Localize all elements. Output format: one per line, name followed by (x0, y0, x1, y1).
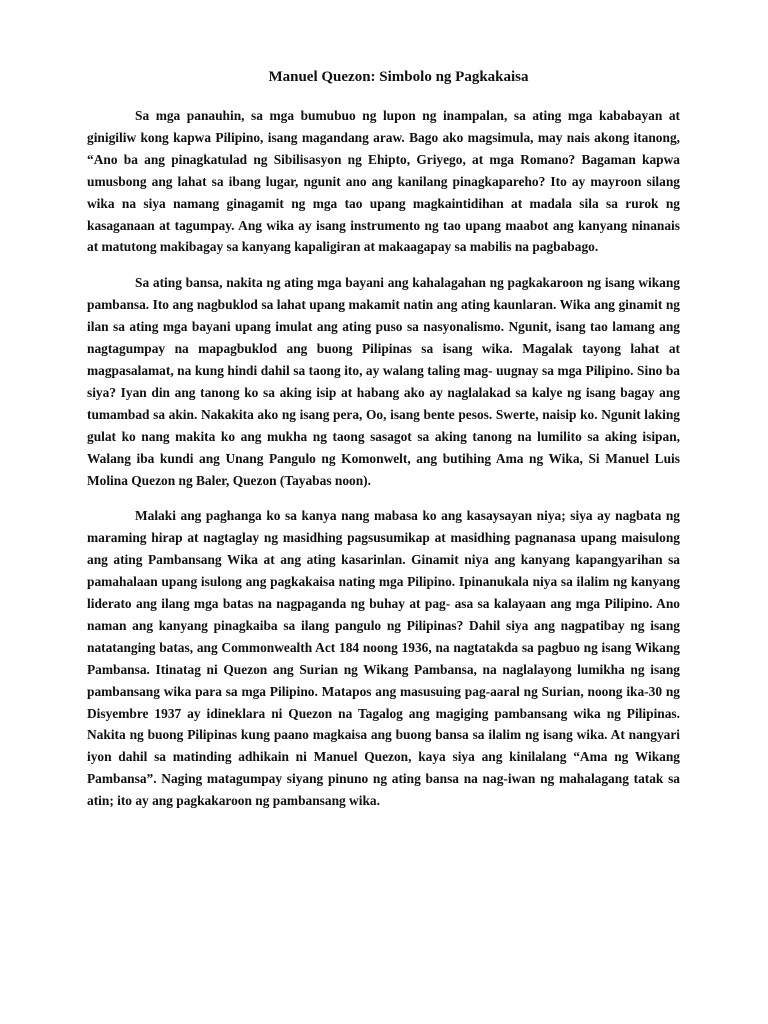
document-page (87, 67, 680, 826)
document-title: Manuel Quezon: Simbolo ng Pagkakaisa (268, 69, 529, 85)
paragraph-2: Sa ating bansa, nakita ng ating mga bayani ang kahalagahan ng pagkakaroon ng isang wikang pambansa. Ito ang nagbuklod sa lahat upang makamit natin ang ating kaunlaran. Wika ang ginamit ng ilan sa ating mga bayani upang imulat ang ating puso sa nasyonalismo. Ngunit, isang tao lamang ang nagtagumpay na mapagbuklod ang buong Pilipinas sa isang wika. Magalak tayong lahat at magpasalamat, na kung hindi dahil sa taong ito, ay walang taling mag- uugnay sa mga Pilipino. Sino ba siya? Iyan din ang tanong ko sa aking isip at habang ako ay naglalakad sa kalye ng isang bagay ang tumambad sa akin. Nakakita ako ng isang pera, Oo, isang bente pesos. Swerte, naisip ko. Ngunit laking gulat ko nang makita ko ang mukha ng taong sasagot sa aking tanong na lumilito sa aking isipan, Walang iba kundi ang Unang Pangulo ng Komonwelt, ang butihing Ama ng Wika, Si Manuel Luis Molina Quezon ng Baler, Quezon (Tayabas noon). (87, 275, 680, 488)
paragraph-3: Malaki ang paghanga ko sa kanya nang mabasa ko ang kasaysayan niya; siya ay nagbata ng maraming hirap at nagtaglay ng masidhing pagsusumikap at masidhing pagnanasa upang maisulong ang ating Pambansang Wika at ang ating kasarinlan. Ginamit niya ang kanyang kapangyarihan sa pamahalaan upang isulong ang pagkakaisa nating mga Pilipino. Ipinanukala niya sa ilalim ng kanyang liderato ang ilang mga batas na nagpaganda ng buhay at pag- asa sa kalayaan ang mga Pilipino. Ano naman ang kanyang pinagkaiba sa ilang pangulo ng Pilipinas? Dahil siya ang nagpatibay ng isang natatanging batas, ang Commonwealth Act 184 noong 1936, na nagtatakda sa pagbuo ng isang Wikang Pambansa. Itinatag ni Quezon ang Surian ng Wikang Pambansa, na naglalayong lumikha ng isang pambansang wika para sa mga Pilipino. Matapos ang masusuing pag-aaral ng Surian, noong ika-30 ng Disyembre 1937 ay idineklara ni Quezon na Tagalog ang magiging pambansang wika ng Pilipinas. Nakita ng buong Pilipinas kung paano magkaisa ang buong bansa sa ilalim ng isang wika. At nangyari iyon dahil sa matinding adhikain ni Manuel Quezon, kaya siya ang kinilalang “Ama ng Wikang Pambansa”. Naging matagumpay siyang pinuno ng ating bansa na nag-iwan ng mahalagang tatak sa atin; ito ay ang pagkakaroon ng pambansang wika. (87, 508, 680, 809)
paragraph-1: Sa mga panauhin, sa mga bumubuo ng lupon ng inampalan, sa ating mga kababayan at ginigiliw kong kapwa Pilipino, isang magandang araw. Bago ako magsimula, may nais akong itanong, “Ano ba ang pinagkatulad ng Sibilisasyon ng Ehipto, Griyego, at mga Romano? Bagaman kapwa umusbong ang lahat sa ibang lugar, ngunit ano ang kanilang pinagkapareho? Ito ay mayroon silang wika na siya namang ginagamit ng mga tao upang magkaintidihan at madala sila sa rurok ng kasaganaan at tagumpay. Ang wika ay isang instrumento ng tao upang maabot ang kanyang ninanais at matutong makibagay sa kanyang kapaligiran at makaagapay sa mabilis na pagbabago. (87, 108, 680, 255)
